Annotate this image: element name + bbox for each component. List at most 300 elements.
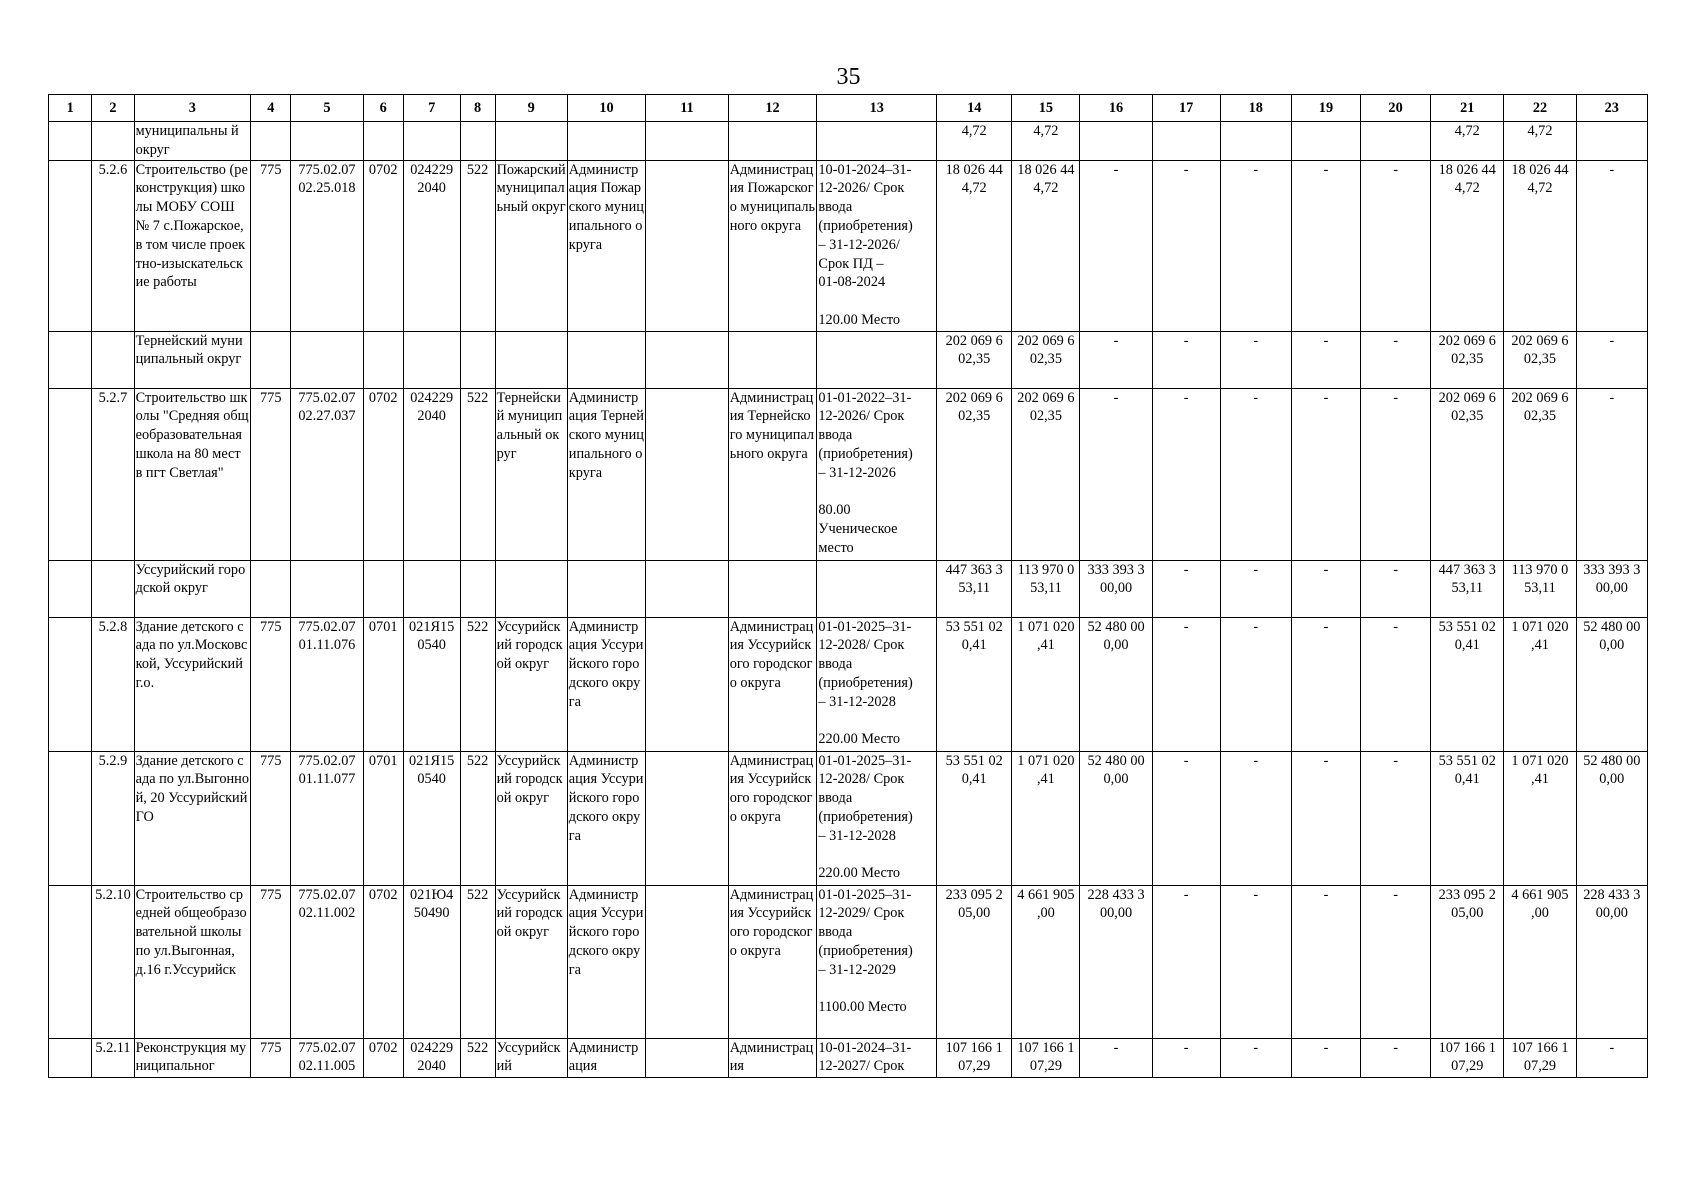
cell-line: 4,72 (1454, 180, 1480, 197)
cell-line: 021Я15 (409, 618, 455, 635)
table-cell: 775 (251, 1038, 291, 1077)
cell-line: 02,35 (1523, 351, 1557, 368)
column-header: 6 (363, 95, 403, 122)
table-cell: - (1152, 617, 1220, 751)
table-cell (1504, 885, 1576, 1038)
cell-line: 05,00 (1451, 905, 1484, 922)
table-cell (291, 331, 363, 388)
cell-line: 021Ю4 (410, 886, 454, 903)
table-cell (403, 1038, 460, 1077)
table-cell: 522 (460, 1038, 495, 1077)
table-cell: Администрация Пожарского муниципального округа (728, 160, 817, 331)
table-cell (646, 160, 729, 331)
table-cell (1012, 160, 1080, 331)
table-row (49, 751, 1648, 885)
table-cell: 775 (251, 617, 291, 751)
table-cell: - (1080, 1038, 1152, 1077)
table-cell: 522 (460, 751, 495, 885)
table-cell (403, 388, 460, 560)
table-cell: Администрация Тернейского муниципального округа (728, 388, 817, 560)
cell-line: 53,11 (1524, 580, 1556, 597)
cell-line: 53 551 02 (945, 752, 1003, 769)
table-cell: - (1361, 751, 1431, 885)
cell-line: ,41 (1531, 771, 1549, 788)
table-cell: - (1220, 885, 1291, 1038)
cell-line: 220.00 Место (818, 865, 901, 882)
table-cell: Здание детского сада по ул.Выгонной, 20 Уссурийский ГО (134, 751, 251, 885)
table-cell (92, 560, 134, 617)
table-cell (1012, 388, 1080, 560)
table-cell (1576, 751, 1647, 885)
data-table (48, 94, 1648, 1078)
table-cell (817, 331, 937, 388)
table-cell (49, 160, 92, 331)
table-cell (1012, 751, 1080, 885)
table-cell (728, 122, 817, 161)
table-cell (403, 331, 460, 388)
table-cell: Уссурийский (495, 1038, 567, 1077)
column-header: 10 (567, 95, 645, 122)
column-header: 23 (1576, 95, 1647, 122)
table-row (49, 122, 1648, 161)
cell-line: 12-2028/ Срок (818, 771, 905, 788)
table-cell (646, 560, 729, 617)
table-cell: 4,72 (1504, 122, 1576, 161)
cell-line: 202 069 6 (1438, 389, 1496, 406)
column-header: 1 (49, 95, 92, 122)
table-cell (1012, 1038, 1080, 1077)
cell-line: 02,35 (958, 351, 991, 368)
column-header: 21 (1431, 95, 1504, 122)
table-cell (291, 751, 363, 885)
table-cell (1504, 751, 1576, 885)
table-cell: муниципальны й округ (134, 122, 251, 161)
cell-line: – 31-12-2028 (818, 693, 896, 710)
table-cell (363, 560, 403, 617)
table-cell: - (1361, 160, 1431, 331)
table-cell: - (1220, 331, 1291, 388)
table-cell: - (1361, 617, 1431, 751)
column-header: 5 (291, 95, 363, 122)
table-cell (728, 331, 817, 388)
column-header: 13 (817, 95, 937, 122)
cell-line: 021Я15 (409, 752, 455, 769)
table-cell: 0702 (363, 388, 403, 560)
table-cell: Пожарский муниципальный округ (495, 160, 567, 331)
column-header: 22 (1504, 95, 1576, 122)
cell-line: 2040 (417, 180, 446, 197)
cell-line: – 31-12-2026 (818, 464, 896, 481)
table-cell (937, 388, 1012, 560)
table-cell (403, 751, 460, 885)
cell-line: ,41 (1531, 637, 1549, 654)
cell-line: 107 166 1 (1017, 1039, 1075, 1056)
cell-line: 0,41 (961, 771, 987, 788)
table-cell: 5.2.9 (92, 751, 134, 885)
table-cell (817, 1038, 937, 1077)
table-cell (1504, 160, 1576, 331)
cell-line: 01-01-2025–31- (818, 618, 912, 635)
table-cell (49, 1038, 92, 1077)
table-cell (291, 160, 363, 331)
table-cell (567, 560, 645, 617)
table-cell: - (1220, 388, 1291, 560)
table-cell (403, 160, 460, 331)
table-cell (460, 560, 495, 617)
cell-line: 53,11 (958, 580, 991, 597)
cell-line (818, 712, 935, 731)
cell-line: (приобретения) (818, 942, 913, 959)
table-cell: 4,72 (1431, 122, 1504, 161)
cell-line: 18 026 44 (1438, 161, 1496, 178)
table-cell (1431, 560, 1504, 617)
table-cell (403, 617, 460, 751)
cell-line: 18 026 44 (945, 161, 1003, 178)
cell-line: 333 393 3 (1087, 561, 1145, 578)
table-cell (1080, 122, 1152, 161)
table-cell: - (1291, 885, 1360, 1038)
cell-line: 01-01-2022–31- (818, 389, 912, 406)
table-cell (1431, 751, 1504, 885)
table-cell: - (1152, 1038, 1220, 1077)
table-row (49, 885, 1648, 1038)
cell-line: 02,35 (1451, 351, 1484, 368)
table-cell (817, 160, 937, 331)
table-cell (1431, 617, 1504, 751)
cell-line: 05,00 (958, 905, 991, 922)
cell-line: ввода (818, 199, 853, 216)
cell-line: 233 095 2 (945, 886, 1003, 903)
cell-line: 228 433 3 (1583, 886, 1641, 903)
table-cell: Уссурийский городской округ (134, 560, 251, 617)
cell-line: 0540 (417, 637, 446, 654)
table-cell (1431, 331, 1504, 388)
column-header: 14 (937, 95, 1012, 122)
cell-line: 4,72 (1033, 180, 1059, 197)
table-cell (567, 122, 645, 161)
column-header: 17 (1152, 95, 1220, 122)
cell-line: 12-2026/ Срок (818, 408, 905, 425)
table-cell (1291, 122, 1360, 161)
table-cell (49, 885, 92, 1038)
cell-line: – 31-12-2029 (818, 961, 896, 978)
table-cell: - (1576, 331, 1647, 388)
table-cell (646, 751, 729, 885)
table-cell: - (1220, 751, 1291, 885)
table-cell (291, 388, 363, 560)
cell-line: 0,41 (961, 637, 987, 654)
cell-line: 775.02.07 (298, 389, 356, 406)
column-header: 20 (1361, 95, 1431, 122)
column-header: 16 (1080, 95, 1152, 122)
cell-line: место (818, 539, 854, 556)
cell-line: 202 069 6 (945, 332, 1003, 349)
table-cell: Уссурийский городской округ (495, 617, 567, 751)
table-cell (1012, 331, 1080, 388)
cell-line: 02.11.005 (298, 1058, 356, 1075)
table-cell: - (1220, 160, 1291, 331)
table-cell (646, 122, 729, 161)
cell-line: 107 166 1 (1438, 1039, 1496, 1056)
table-row (49, 1038, 1648, 1077)
table-cell (937, 160, 1012, 331)
table-cell (1576, 122, 1647, 161)
table-cell (937, 331, 1012, 388)
table-cell (1431, 160, 1504, 331)
table-cell (251, 560, 291, 617)
cell-line: 775.02.07 (298, 1039, 356, 1056)
column-header: 8 (460, 95, 495, 122)
table-cell (403, 560, 460, 617)
table-cell (1080, 751, 1152, 885)
table-cell: Строительство средней общеобразовательной школы по ул.Выгонная, д.16 г.Уссурийск (134, 885, 251, 1038)
table-cell (1576, 617, 1647, 751)
cell-line: 1100.00 Место (818, 999, 907, 1016)
table-cell: 5.2.10 (92, 885, 134, 1038)
table-cell: - (1361, 331, 1431, 388)
table-cell: - (1291, 1038, 1360, 1077)
table-cell (1576, 560, 1647, 617)
table-cell (495, 331, 567, 388)
cell-line: 2040 (417, 408, 446, 425)
table-cell: 4,72 (1012, 122, 1080, 161)
table-cell (495, 560, 567, 617)
cell-line: 202 069 6 (1438, 332, 1496, 349)
cell-line: 80.00 (818, 502, 851, 519)
cell-line: – 31-12-2026/ (818, 236, 900, 253)
table-cell: - (1152, 885, 1220, 1038)
table-cell (817, 885, 937, 1038)
cell-line: ввода (818, 427, 853, 444)
table-body (49, 122, 1648, 1078)
table-cell (937, 560, 1012, 617)
table-cell (1012, 560, 1080, 617)
table-cell (646, 331, 729, 388)
table-cell (937, 885, 1012, 1038)
table-cell (1080, 560, 1152, 617)
cell-line: 0,00 (1599, 771, 1625, 788)
table-cell: Строительство (реконструкция) школы МОБУ СОШ № 7 с.Пожарское, в том числе проектно-изыскательские работы (134, 160, 251, 331)
cell-line: 02.11.002 (298, 905, 356, 922)
table-cell (92, 122, 134, 161)
table-cell (1080, 617, 1152, 751)
cell-line: 4 661 905 (1511, 886, 1569, 903)
table-cell: 5.2.8 (92, 617, 134, 751)
table-cell: - (1291, 560, 1360, 617)
table-cell (1431, 885, 1504, 1038)
table-cell (49, 560, 92, 617)
column-header: 18 (1220, 95, 1291, 122)
table-row (49, 388, 1648, 560)
cell-line: 1 071 020 (1017, 618, 1075, 635)
cell-line: 447 363 3 (1438, 561, 1496, 578)
table-cell (646, 1038, 729, 1077)
table-cell (49, 122, 92, 161)
table-cell: Реконструкция муниципальног (134, 1038, 251, 1077)
table-cell: - (1291, 617, 1360, 751)
cell-line: 00,00 (1099, 580, 1133, 597)
cell-line: 12-2027/ Срок (818, 1058, 905, 1075)
table-cell: - (1576, 160, 1647, 331)
table-cell (1504, 1038, 1576, 1077)
table-cell: - (1220, 1038, 1291, 1077)
table-cell: - (1361, 885, 1431, 1038)
cell-line: 53,11 (1451, 580, 1484, 597)
table-cell: - (1152, 388, 1220, 560)
table-cell (1152, 122, 1220, 161)
cell-line: (приобретения) (818, 217, 913, 234)
cell-line: ,41 (1036, 771, 1055, 788)
cell-line: 775.02.07 (298, 161, 356, 178)
cell-line: (приобретения) (818, 674, 913, 691)
table-cell (460, 331, 495, 388)
table-cell: - (1080, 160, 1152, 331)
cell-line: 202 069 6 (1511, 389, 1569, 406)
table-cell: - (1361, 1038, 1431, 1077)
cell-line: 4,72 (1527, 180, 1553, 197)
cell-line: 107 166 1 (945, 1039, 1003, 1056)
table-cell: - (1080, 331, 1152, 388)
cell-line: ,41 (1036, 637, 1055, 654)
column-header: 12 (728, 95, 817, 122)
cell-line: 00,00 (1099, 905, 1133, 922)
table-cell: Администрация (728, 1038, 817, 1077)
table-cell (817, 751, 937, 885)
table-cell (1012, 885, 1080, 1038)
table-row (49, 160, 1648, 331)
table-cell: - (1576, 1038, 1647, 1077)
cell-line: 220.00 Место (818, 731, 901, 748)
table-cell: - (1291, 331, 1360, 388)
table-cell (1220, 122, 1291, 161)
table-cell: - (1291, 388, 1360, 560)
cell-line: 52 480 00 (1583, 752, 1641, 769)
table-cell (728, 560, 817, 617)
cell-line: ,00 (1531, 905, 1549, 922)
table-cell: Администрация Уссурийского городского округа (728, 617, 817, 751)
table-cell: - (1291, 160, 1360, 331)
table-cell (1504, 617, 1576, 751)
cell-line: 447 363 3 (945, 561, 1003, 578)
cell-line: 01.11.076 (298, 637, 356, 654)
table-cell (567, 331, 645, 388)
table-cell: Здание детского сада по ул.Московской, Уссурийский г.о. (134, 617, 251, 751)
cell-line: 53 551 02 (1438, 752, 1496, 769)
table-cell (291, 122, 363, 161)
column-header: 11 (646, 95, 729, 122)
cell-line: 333 393 3 (1583, 561, 1641, 578)
table-cell (1361, 122, 1431, 161)
cell-line: 50490 (413, 905, 450, 922)
table-cell (1576, 885, 1647, 1038)
cell-line: 07,29 (1029, 1058, 1062, 1075)
table-cell: 0702 (363, 1038, 403, 1077)
cell-line: 775.02.07 (298, 618, 356, 635)
table-cell: 0702 (363, 160, 403, 331)
cell-line: 12-2028/ Срок (818, 637, 905, 654)
cell-line: 18 026 44 (1511, 161, 1569, 178)
table-cell (937, 617, 1012, 751)
table-cell: Администрация Уссурийского городского округа (728, 751, 817, 885)
cell-line: (приобретения) (818, 445, 913, 462)
cell-line: 10-01-2024–31- (818, 1039, 912, 1056)
column-header: 19 (1291, 95, 1360, 122)
table-cell: Администрация (567, 1038, 645, 1077)
table-cell (291, 560, 363, 617)
table-cell (49, 331, 92, 388)
cell-line: 0540 (417, 771, 446, 788)
cell-line: 10-01-2024–31- (818, 161, 912, 178)
table-cell: 4,72 (937, 122, 1012, 161)
table-cell (460, 122, 495, 161)
table-cell: Администрация Уссурийского городского округа (567, 617, 645, 751)
cell-line: 52 480 00 (1087, 618, 1145, 635)
table-cell (817, 122, 937, 161)
cell-line: 4 661 905 (1017, 886, 1075, 903)
cell-line: 02,35 (1523, 408, 1557, 425)
cell-line: 1 071 020 (1511, 618, 1569, 635)
cell-line: – 31-12-2028 (818, 827, 896, 844)
page-number: 35 (836, 64, 861, 90)
table-cell: 0702 (363, 885, 403, 1038)
table-cell: Администрация Пожарского муниципального округа (567, 160, 645, 331)
cell-line (818, 980, 935, 999)
table-cell (251, 122, 291, 161)
cell-line: 02,35 (1451, 408, 1484, 425)
cell-line: 202 069 6 (945, 389, 1003, 406)
cell-line: 12-2026/ Срок (818, 180, 905, 197)
cell-line: 0,00 (1103, 637, 1129, 654)
cell-line (818, 846, 935, 865)
table-cell: 522 (460, 885, 495, 1038)
cell-line: 107 166 1 (1511, 1039, 1569, 1056)
column-header: 3 (134, 95, 251, 122)
cell-line: 113 970 0 (1511, 561, 1569, 578)
table-cell: - (1220, 560, 1291, 617)
cell-line: 0,41 (1454, 771, 1480, 788)
cell-line: 53 551 02 (945, 618, 1003, 635)
column-header: 15 (1012, 95, 1080, 122)
table-cell: - (1576, 388, 1647, 560)
table-cell: - (1361, 560, 1431, 617)
table-cell (291, 885, 363, 1038)
cell-line: 202 069 6 (1017, 389, 1075, 406)
column-header: 2 (92, 95, 134, 122)
cell-line: 07,29 (1451, 1058, 1484, 1075)
table-cell: Администрация Тернейского муниципального округа (567, 388, 645, 560)
table-cell (49, 388, 92, 560)
cell-line: 01-08-2024 (818, 274, 886, 291)
cell-line: 0,00 (1103, 771, 1129, 788)
cell-line: 113 970 0 (1017, 561, 1075, 578)
cell-line (818, 483, 935, 502)
cell-line: Срок ПД – (818, 255, 884, 272)
cell-line: 07,29 (1523, 1058, 1557, 1075)
table-row (49, 617, 1648, 751)
cell-line: 02,35 (1029, 408, 1062, 425)
table-cell: 522 (460, 160, 495, 331)
table-cell: Строительство школы "Средняя общеобразовательная школа на 80 мест в пгт Светлая" (134, 388, 251, 560)
table-cell (291, 1038, 363, 1077)
cell-line: 01.11.077 (298, 771, 356, 788)
table-cell: - (1152, 331, 1220, 388)
cell-line: 12-2029/ Срок (818, 905, 905, 922)
table-cell (403, 885, 460, 1038)
table-cell: Администрация Уссурийского городского округа (567, 885, 645, 1038)
table-cell (363, 331, 403, 388)
table-cell (646, 617, 729, 751)
cell-line: 024229 (410, 389, 454, 406)
